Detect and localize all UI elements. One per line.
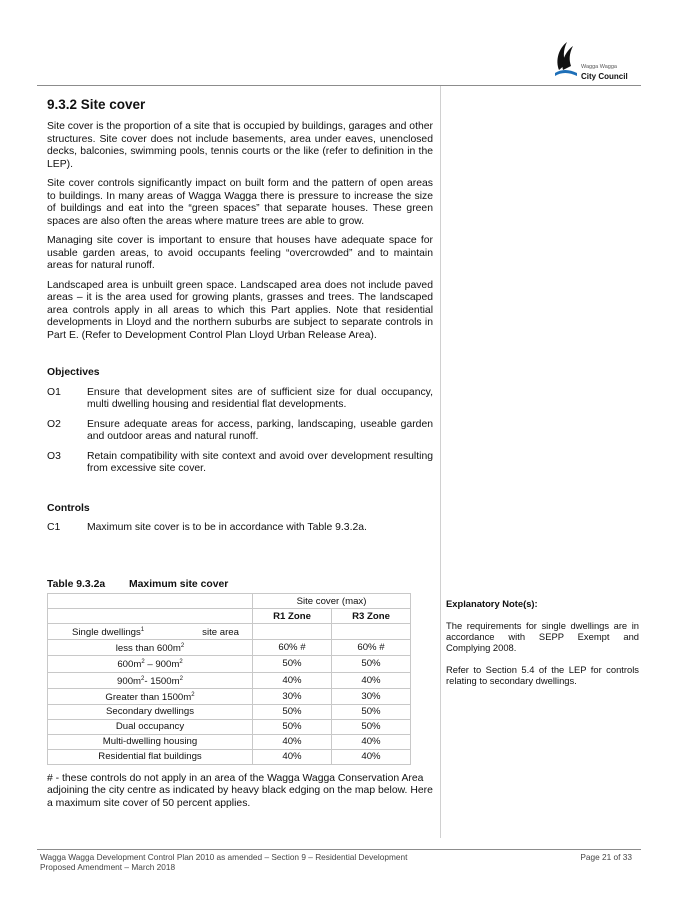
column-divider [440, 86, 441, 838]
footer-rule [37, 849, 641, 850]
objective-text: Retain compatibility with site context and avoid over development resulting from excessive site cover. [87, 450, 433, 474]
objective-item [47, 387, 433, 412]
objective-code: O3 [47, 450, 61, 462]
table-row [48, 749, 411, 764]
page-footer [40, 852, 407, 872]
table-row [48, 704, 411, 719]
main-column [47, 97, 433, 817]
table-col-r1: R1 Zone [253, 609, 332, 624]
table-row-label: Multi-dwelling housing [48, 734, 253, 749]
table-cell-r1: 50% [253, 656, 332, 672]
table-cell-r1: 50% [253, 719, 332, 734]
table-cell-r3: 50% [332, 719, 411, 734]
table-cell-r3: 60% # [332, 640, 411, 656]
table-row [48, 719, 411, 734]
table-cell-r3: 40% [332, 749, 411, 764]
table-cell-r3: 40% [332, 734, 411, 749]
table-row-label: Secondary dwellings [48, 704, 253, 719]
table-label: Table 9.3.2a [47, 578, 106, 590]
table-row [48, 734, 411, 749]
table-section-row [48, 624, 411, 640]
council-logo-icon [553, 40, 579, 80]
table-row-label: $600m^2 - 900m^2$ [48, 656, 253, 672]
explanatory-note: Refer to Section 5.4 of the LEP for controls relating to secondary dwellings. [446, 664, 639, 686]
objective-text: Ensure adequate areas for access, parking, landscaping, useable garden and outdoor areas and natural runoff. [87, 418, 433, 442]
table-row-label: Dual occupancy [48, 719, 253, 734]
section-paragraph: Landscaped area is unbuilt green space. Landscaped area does not include paved areas – it is the area used for growing plants, grasses and trees. The landscaped area controls apply in all areas to which this Part applies. Note that residential developments in Lloyd and the northern suburbs are subject to separate controls in Part E. (Refer to Development Control Plan Lloyd Urban Release Area). [47, 279, 433, 341]
section-paragraph: Site cover is the proportion of a site that is occupied by buildings, garages and other structures. Site cover does not include basements, area under eaves, unenclosed decks, balconies, swimming pools, tennis courts or the like (refer to definition in the LEP). [47, 121, 433, 170]
table-row-label: $900m^2-$ $1500m^2$ [48, 672, 253, 688]
explanatory-notes-heading: Explanatory Note(s): [446, 598, 538, 609]
table-blank-cell [48, 594, 253, 609]
table-cell-r3: 30% [332, 688, 411, 704]
table-header-row [48, 609, 411, 624]
logo-line-1: Wagga Wagga [581, 64, 617, 70]
table-row [48, 640, 411, 656]
section-paragraph: Managing site cover is important to ensure that houses have adequate space for usable garden areas, to avoid occupants feeling “overcrowded” and to maintain areas for natural runoff. [47, 235, 433, 271]
table-row-label: less than $600m^2$ [48, 640, 253, 656]
table-cell-r1: 60% # [253, 640, 332, 656]
header-rule [37, 85, 641, 86]
table-header-row [48, 594, 411, 609]
council-logo [553, 40, 638, 85]
footer-line-2: Proposed Amendment – March 2018 [40, 862, 176, 872]
table-blank-cell [48, 609, 253, 624]
table-title: Maximum site cover [129, 578, 229, 590]
footer-line-1: Wagga Wagga Development Control Plan 2010 as amended – Section 9 – Residential Development [40, 852, 408, 862]
site-cover-table [47, 593, 411, 765]
section-paragraph: Site cover controls significantly impact on built form and the pattern of open areas to buildings. In many areas of Wagga Wagga there is pressure to increase the size of buildings and eat into the “green spaces” that separate houses. These green spaces are also often the areas where mature trees are able to grow. [47, 178, 433, 227]
table-row-label: Residential flat buildings [48, 749, 253, 764]
explanatory-notes [446, 598, 639, 697]
table-caption [47, 579, 433, 592]
logo-line-2: City Council [581, 72, 628, 81]
table-cell-r1: 40% [253, 672, 332, 688]
section-heading: 9.3.2 Site cover [47, 97, 146, 112]
table-cell-r3: 50% [332, 656, 411, 672]
control-item [47, 522, 433, 535]
objective-item [47, 419, 433, 444]
objectives-heading: Objectives [47, 367, 100, 378]
table-row-label: Greater than $1500m^2$ [48, 688, 253, 704]
table-cell-r1: 50% [253, 704, 332, 719]
objective-item [47, 451, 433, 476]
table-footnote: # - these controls do not apply in an area of the Wagga Wagga Conservation Area adjoining the city centre as indicated by heavy black edging on the map below. Here a maximum site cover of 50 percent applies. [47, 772, 433, 809]
control-text: Maximum site cover is to be in accordance with Table 9.3.2a. [87, 522, 367, 533]
table-section-label: Single dwellings$^1$ site area [48, 624, 253, 640]
page-number: Page 21 of 33 [580, 852, 632, 862]
objective-text: Ensure that development sites are of sufficient size for dual occupancy, multi dwelling housing and residential flat developments. [87, 386, 433, 410]
table-row [48, 688, 411, 704]
table-row [48, 672, 411, 688]
control-code: C1 [47, 522, 61, 533]
table-cell-r1: 30% [253, 688, 332, 704]
objective-code: O2 [47, 418, 61, 430]
table-cell-r1: 40% [253, 734, 332, 749]
table-group-header: Site cover (max) [253, 594, 411, 609]
table-cell-r3: 50% [332, 704, 411, 719]
table-cell-r3: 40% [332, 672, 411, 688]
table-col-r3: R3 Zone [332, 609, 411, 624]
controls-heading: Controls [47, 502, 90, 514]
table-cell-r1: 40% [253, 749, 332, 764]
objective-code: O1 [47, 386, 61, 398]
explanatory-note: The requirements for single dwellings are in accordance with SEPP Exempt and Complying 2008. [446, 620, 639, 653]
table-row [48, 656, 411, 672]
